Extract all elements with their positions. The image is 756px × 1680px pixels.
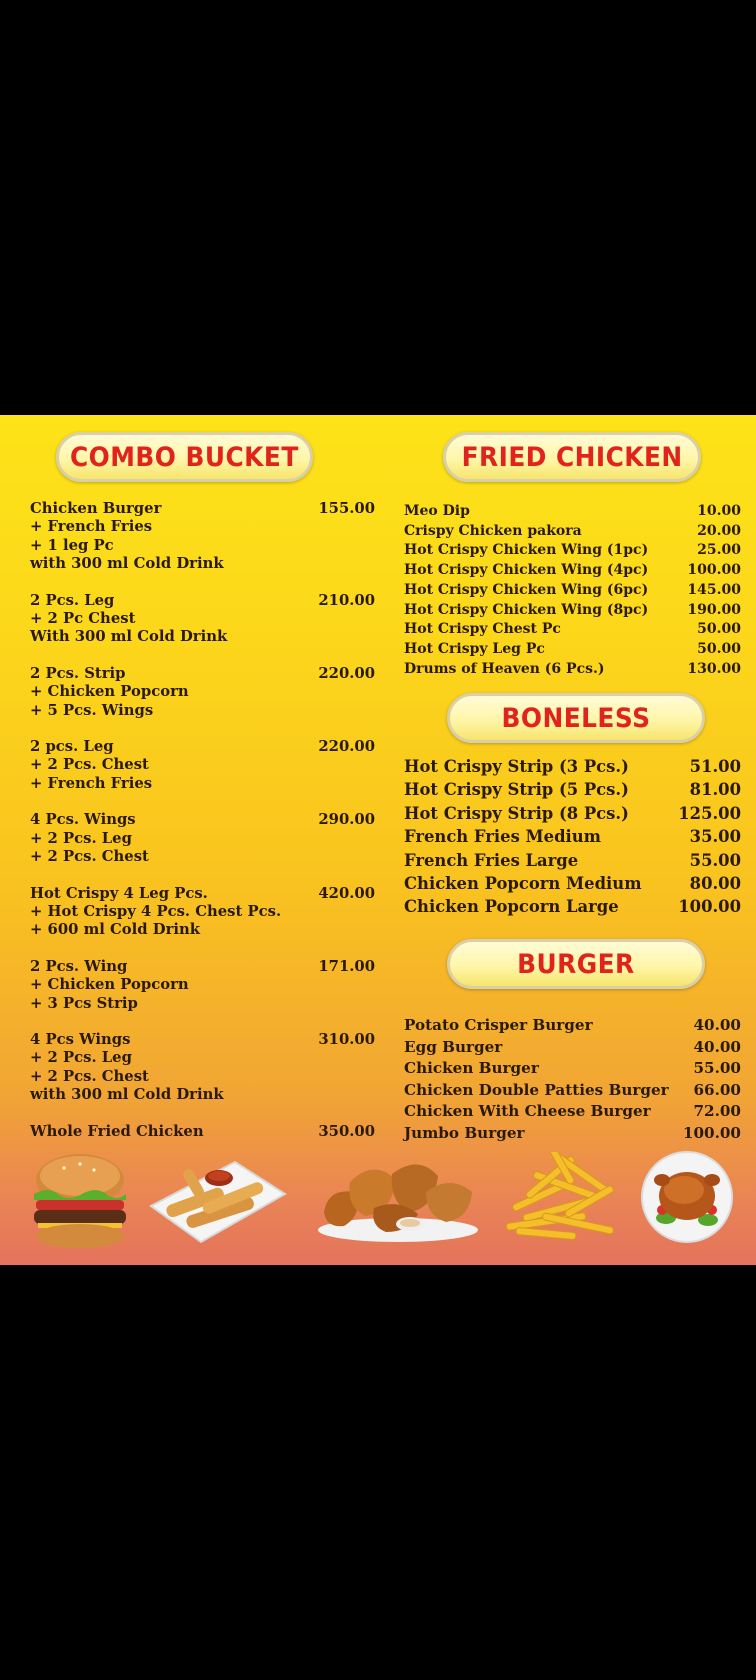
burger-title: BURGER bbox=[517, 948, 635, 980]
combo-item-line bbox=[30, 665, 375, 683]
item-name: Chicken Double Patties Burger bbox=[404, 1080, 669, 1099]
combo-item bbox=[30, 958, 375, 1013]
combo-item-line bbox=[30, 775, 375, 793]
food-images-row bbox=[0, 1150, 756, 1260]
item-description: + 3 Pcs Strip bbox=[30, 994, 138, 1012]
combo-item-line bbox=[30, 921, 375, 939]
item-name: French Fries Large bbox=[404, 850, 579, 870]
combo-item-line bbox=[30, 756, 375, 774]
combo-item-line bbox=[30, 811, 375, 829]
item-price: 100.00 bbox=[687, 562, 741, 579]
combo-item-line bbox=[30, 500, 375, 518]
item-price: 100.00 bbox=[682, 1123, 741, 1142]
menu-item-row bbox=[404, 755, 741, 778]
item-description: 2 pcs. Leg bbox=[30, 738, 114, 756]
combo-item bbox=[30, 500, 375, 574]
item-description: + 600 ml Cold Drink bbox=[30, 921, 201, 939]
item-description: + Hot Crispy 4 Pcs. Chest Pcs. bbox=[30, 902, 282, 920]
combo-item-line bbox=[30, 537, 375, 555]
combo-item-line bbox=[30, 1068, 375, 1086]
menu-item-row bbox=[404, 522, 741, 542]
menu-item-row bbox=[404, 660, 741, 680]
item-name: Drums of Heaven (6 Pcs.) bbox=[404, 660, 605, 677]
burger-list bbox=[404, 1015, 741, 1145]
item-price: 81.00 bbox=[689, 780, 741, 800]
item-description: + French Fries bbox=[30, 774, 153, 792]
combo-item-line bbox=[30, 903, 375, 921]
combo-item-line bbox=[30, 683, 375, 701]
item-description: Whole Fried Chicken bbox=[30, 1122, 204, 1140]
item-name: Chicken With Cheese Burger bbox=[404, 1102, 651, 1121]
combo-item-line bbox=[30, 610, 375, 628]
item-description: 4 Pcs Wings bbox=[30, 1030, 131, 1048]
menu-item-row bbox=[404, 872, 741, 895]
item-description: + 2 Pcs. Chest bbox=[30, 756, 149, 774]
item-name: Egg Burger bbox=[404, 1037, 503, 1056]
combo-item-line bbox=[30, 995, 375, 1013]
roast-chicken-image bbox=[640, 1150, 734, 1244]
item-price: 40.00 bbox=[693, 1037, 741, 1056]
item-price: 25.00 bbox=[697, 542, 741, 559]
combo-bucket-list bbox=[30, 500, 375, 1159]
item-price: 66.00 bbox=[693, 1080, 741, 1099]
item-price: 51.00 bbox=[689, 757, 741, 776]
french-fries-image bbox=[502, 1152, 620, 1244]
menu-board bbox=[0, 415, 756, 1265]
item-name: Hot Crispy Chest Pc bbox=[404, 621, 561, 638]
boneless-list bbox=[404, 755, 741, 919]
menu-item-row bbox=[404, 601, 741, 621]
combo-item-line bbox=[30, 555, 375, 573]
burger-image bbox=[28, 1150, 132, 1250]
item-name: Potato Crisper Burger bbox=[404, 1016, 593, 1034]
menu-item-row bbox=[404, 581, 741, 601]
item-name: Crispy Chicken pakora bbox=[404, 522, 582, 539]
combo-item-line bbox=[30, 1086, 375, 1104]
menu-item-row bbox=[404, 561, 741, 581]
fried-chicken-header bbox=[443, 432, 701, 482]
combo-item bbox=[30, 592, 375, 647]
menu-item-row bbox=[404, 802, 741, 825]
item-price: 290.00 bbox=[318, 811, 375, 829]
menu-item-row bbox=[404, 1037, 741, 1059]
combo-item-line bbox=[30, 848, 375, 866]
menu-item-row bbox=[404, 1015, 741, 1037]
item-price: 130.00 bbox=[687, 660, 741, 677]
menu-item-row bbox=[404, 1101, 741, 1123]
item-description: + Chicken Popcorn bbox=[30, 683, 189, 701]
item-name: Hot Crispy Chicken Wing (6pc) bbox=[404, 581, 649, 598]
combo-bucket-title: COMBO BUCKET bbox=[70, 441, 299, 473]
boneless-header bbox=[447, 693, 705, 743]
item-name: Chicken Popcorn Large bbox=[404, 897, 619, 917]
combo-item-line bbox=[30, 958, 375, 976]
item-price: 420.00 bbox=[318, 884, 375, 902]
item-description: + 2 Pcs. Leg bbox=[30, 1049, 132, 1067]
item-name: Hot Crispy Strip (3 Pcs.) bbox=[404, 757, 629, 776]
item-description: + 2 Pcs. Chest bbox=[30, 1067, 149, 1085]
combo-item bbox=[30, 1031, 375, 1105]
item-price: 80.00 bbox=[689, 874, 741, 894]
menu-item-row bbox=[404, 502, 741, 522]
combo-item bbox=[30, 1123, 375, 1141]
combo-item-line bbox=[30, 830, 375, 848]
combo-item bbox=[30, 665, 375, 720]
item-name: Meo Dip bbox=[404, 503, 470, 519]
item-description: with 300 ml Cold Drink bbox=[30, 555, 224, 573]
fried-chicken-list bbox=[404, 502, 741, 679]
item-price: 72.00 bbox=[693, 1102, 741, 1121]
item-name: French Fries Medium bbox=[404, 827, 602, 847]
combo-item bbox=[30, 885, 375, 940]
combo-item-line bbox=[30, 702, 375, 720]
item-price: 50.00 bbox=[697, 640, 741, 657]
item-description: + 1 leg Pc bbox=[30, 536, 114, 554]
combo-item bbox=[30, 811, 375, 866]
item-price: 145.00 bbox=[687, 581, 741, 598]
item-description: + 2 Pc Chest bbox=[30, 610, 136, 628]
menu-item-row bbox=[404, 640, 741, 660]
menu-item-row bbox=[404, 825, 741, 848]
menu-item-row bbox=[404, 895, 741, 918]
item-price: 190.00 bbox=[687, 601, 741, 618]
item-description: with 300 ml Cold Drink bbox=[30, 1086, 224, 1104]
item-price: 50.00 bbox=[697, 621, 741, 638]
menu-item-row bbox=[404, 1058, 741, 1080]
item-name: Chicken Burger bbox=[404, 1059, 539, 1078]
fried-chicken-image bbox=[314, 1152, 482, 1244]
menu-item-row bbox=[404, 1123, 741, 1145]
combo-item-line bbox=[30, 1049, 375, 1067]
menu-item-row bbox=[404, 620, 741, 640]
combo-item bbox=[30, 738, 375, 793]
item-price: 310.00 bbox=[318, 1030, 375, 1048]
item-price: 20.00 bbox=[697, 522, 741, 539]
item-description: Chicken Burger bbox=[30, 500, 162, 517]
item-description: + 2 Pcs. Chest bbox=[30, 848, 149, 866]
combo-item-line bbox=[30, 592, 375, 610]
item-description: With 300 ml Cold Drink bbox=[30, 628, 228, 646]
item-price: 220.00 bbox=[318, 738, 375, 756]
item-name: Jumbo Burger bbox=[404, 1123, 525, 1142]
combo-item-line bbox=[30, 976, 375, 994]
item-price: 100.00 bbox=[678, 897, 741, 917]
item-description: Hot Crispy 4 Leg Pcs. bbox=[30, 884, 208, 902]
item-price: 210.00 bbox=[318, 591, 375, 609]
combo-item-line bbox=[30, 1123, 375, 1141]
item-name: Hot Crispy Chicken Wing (4pc) bbox=[404, 562, 649, 579]
item-name: Hot Crispy Strip (5 Pcs.) bbox=[404, 780, 629, 800]
item-price: 350.00 bbox=[318, 1122, 375, 1140]
item-name: Hot Crispy Chicken Wing (8pc) bbox=[404, 601, 649, 618]
item-description: + French Fries bbox=[30, 518, 153, 536]
item-name: Hot Crispy Leg Pc bbox=[404, 640, 545, 657]
item-description: 2 Pcs. Leg bbox=[30, 591, 115, 609]
item-name: Hot Crispy Strip (8 Pcs.) bbox=[404, 803, 629, 823]
item-price: 40.00 bbox=[693, 1016, 741, 1034]
item-price: 171.00 bbox=[318, 957, 375, 975]
item-price: 220.00 bbox=[318, 664, 375, 682]
combo-item-line bbox=[30, 1031, 375, 1049]
combo-item-line bbox=[30, 738, 375, 756]
fried-chicken-title: FRIED CHICKEN bbox=[461, 441, 683, 473]
mozzarella-sticks-image bbox=[145, 1156, 289, 1244]
combo-item-line bbox=[30, 885, 375, 903]
menu-item-row bbox=[404, 1080, 741, 1102]
burger-header bbox=[447, 939, 705, 989]
item-price: 10.00 bbox=[697, 503, 741, 519]
menu-item-row bbox=[404, 541, 741, 561]
item-description: + 5 Pcs. Wings bbox=[30, 701, 154, 719]
item-description: 2 Pcs. Strip bbox=[30, 664, 126, 682]
combo-item-line bbox=[30, 628, 375, 646]
item-description: 2 Pcs. Wing bbox=[30, 957, 128, 975]
combo-item-line bbox=[30, 518, 375, 536]
boneless-title: BONELESS bbox=[501, 702, 651, 734]
item-price: 155.00 bbox=[318, 500, 375, 517]
menu-item-row bbox=[404, 849, 741, 872]
item-price: 55.00 bbox=[693, 1059, 741, 1078]
item-price: 35.00 bbox=[689, 827, 741, 847]
menu-item-row bbox=[404, 778, 741, 801]
item-price: 125.00 bbox=[678, 803, 741, 823]
item-description: 4 Pcs. Wings bbox=[30, 811, 136, 829]
item-name: Hot Crispy Chicken Wing (1pc) bbox=[404, 542, 649, 559]
combo-bucket-header bbox=[56, 432, 313, 482]
item-name: Chicken Popcorn Medium bbox=[404, 874, 642, 894]
item-description: + Chicken Popcorn bbox=[30, 976, 189, 994]
item-description: + 2 Pcs. Leg bbox=[30, 829, 132, 847]
item-price: 55.00 bbox=[689, 850, 741, 870]
